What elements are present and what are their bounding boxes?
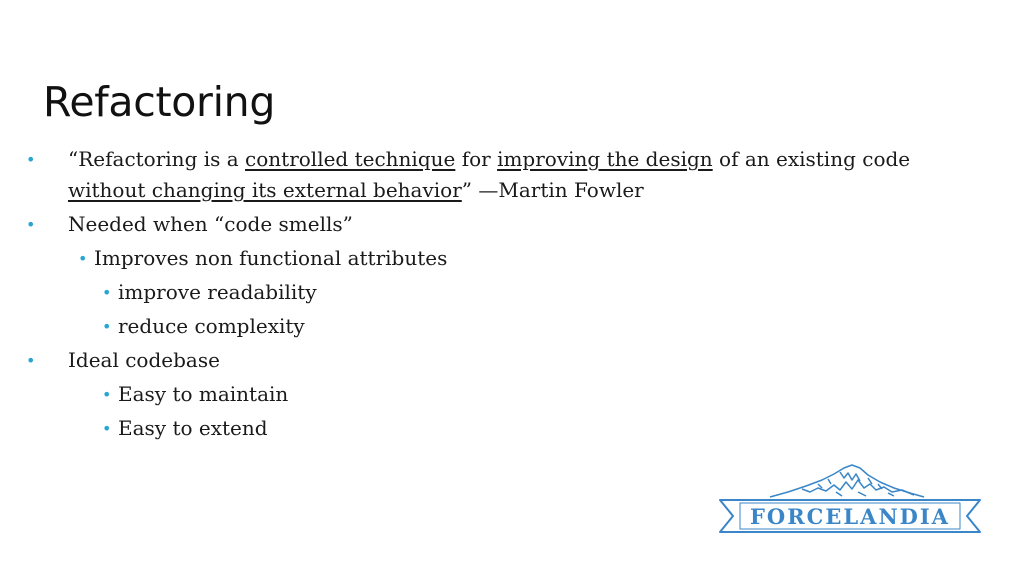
bullet-dot: •	[26, 215, 36, 234]
bullet-refactoring-quote	[26, 144, 966, 206]
quote-open: “Refactoring is a	[68, 147, 246, 171]
bullet-dot: •	[102, 419, 112, 438]
bullet-text: Easy to maintain	[118, 382, 289, 406]
bullet-dot: •	[78, 249, 88, 268]
bullet-complexity	[26, 311, 966, 342]
bullet-dot: •	[102, 317, 112, 336]
bullet-text: Improves non functional attributes	[94, 246, 448, 270]
quote-existing-code: of an existing code	[712, 147, 911, 171]
quote-for: for	[455, 147, 498, 171]
quote-underline-controlled-technique: controlled technique	[245, 147, 456, 171]
bullet-dot: •	[26, 150, 36, 169]
forcelandia-logo	[718, 462, 982, 536]
quote-attribution: ” —Martin Fowler	[461, 178, 644, 202]
bullet-extend	[26, 413, 966, 444]
bullet-dot: •	[26, 351, 36, 370]
logo-text: FORCELANDIA	[750, 504, 950, 529]
bullet-text: improve readability	[118, 280, 317, 304]
quote-underline-without-changing: without changing its external behavior	[68, 178, 462, 202]
bullet-text: reduce complexity	[118, 314, 305, 338]
quote-underline-improving-design: improving the design	[497, 147, 713, 171]
bullet-maintain	[26, 379, 966, 410]
bullet-list	[26, 144, 966, 444]
mountain-icon	[770, 465, 924, 497]
bullet-readability	[26, 277, 966, 308]
bullet-non-functional	[26, 243, 966, 274]
slide-title: Refactoring	[43, 78, 276, 126]
bullet-dot: •	[102, 385, 112, 404]
bullet-ideal-codebase	[26, 345, 966, 376]
bullet-text: Needed when “code smells”	[68, 212, 353, 236]
bullet-dot: •	[102, 283, 112, 302]
bullet-code-smells	[26, 209, 966, 240]
bullet-text: Easy to extend	[118, 416, 268, 440]
bullet-text: Ideal codebase	[68, 348, 220, 372]
